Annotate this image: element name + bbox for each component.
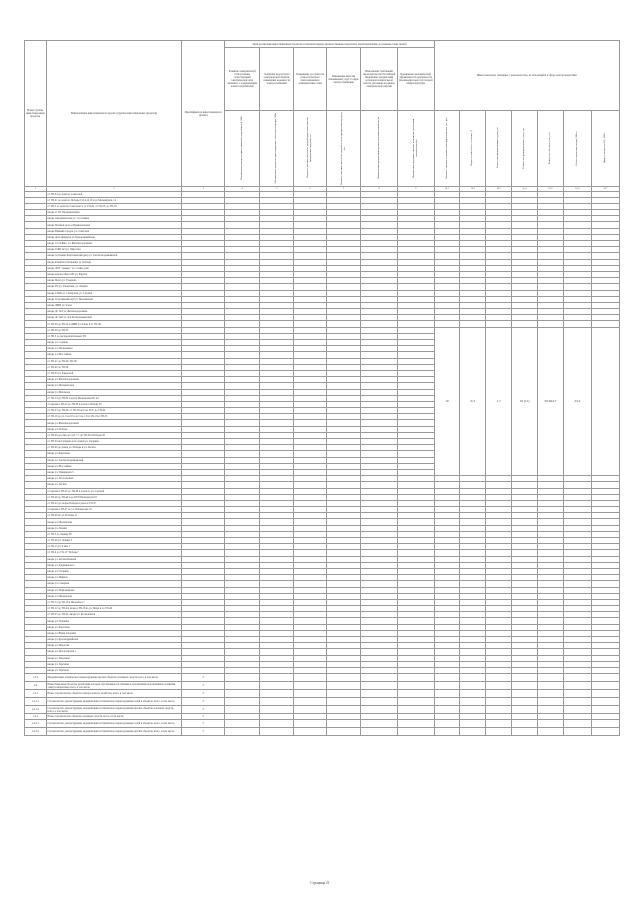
- value-cell: [361, 720, 398, 728]
- project-name-cell: от ТП-26 ул. Ленина 3: [46, 538, 182, 544]
- value-cell: [512, 706, 538, 714]
- value-cell: [512, 698, 538, 706]
- value-cell: [512, 674, 538, 682]
- header-goals-title: Цели реализации инвестиционных проектов в плановом периоде (количественные показатели, характеризующие достижение таких целей): [225, 41, 434, 48]
- value-cell: [591, 728, 619, 736]
- project-name-cell: от ТП-15 ул. 9 мая 1: [46, 544, 182, 550]
- value-cell: [563, 690, 591, 698]
- sub-header-cell: [361, 111, 398, 187]
- value-cell: [225, 682, 259, 690]
- value-cell: [225, 706, 259, 714]
- sub-header-label: Количество функциональных узлов, шт.: [522, 127, 526, 169]
- value-cell: [537, 720, 563, 728]
- value-cell: [361, 728, 398, 736]
- project-name-cell: вводы ул. Садовая: [46, 340, 182, 346]
- value-cell: [434, 720, 460, 728]
- value-cell: [361, 690, 398, 698]
- table-row: [25, 728, 620, 736]
- value-cell: [225, 698, 259, 706]
- project-name-cell: от ТП-46 до ТП-49 и до КТП Пионерской 18: [46, 494, 182, 500]
- value-cell: [591, 690, 619, 698]
- table-body: [25, 187, 620, 736]
- merged-indicator-value: 10: [434, 327, 460, 476]
- project-name-cell: от ТП-26 по ул. Победы 11: [46, 513, 182, 519]
- value-cell: [486, 690, 512, 698]
- value-cell: [486, 720, 512, 728]
- value-cell: [294, 690, 326, 698]
- project-name-cell: вводы диагностика 1002 ул. Фрунзе: [46, 271, 182, 277]
- sub-header-cell: [537, 111, 563, 187]
- header-goal-2: Снижение недоотпуска электрической энергии, повышение надежности электроснабжения: [259, 48, 293, 111]
- value-cell: [563, 674, 591, 682]
- project-id-cell: Г: [182, 690, 225, 698]
- project-name-cell: вводы ул. Лесная: [46, 482, 182, 488]
- value-cell: [512, 690, 538, 698]
- project-name-cell: вводы Южный городок ул. Советская: [46, 228, 182, 234]
- project-name-cell: вводы ул. Автомобильная: [46, 556, 182, 562]
- project-id-cell: Г: [182, 720, 225, 728]
- project-name-cell: от ТП-35 ул. Заводской: [46, 370, 182, 376]
- value-cell: [460, 674, 486, 682]
- project-name-cell: Модернизация, техническое перевооружение прочих объектов основных средств всего, в том числе:: [46, 674, 182, 682]
- value-cell: [397, 720, 434, 728]
- project-name-cell: от ТП-36 до ТП-14 и ДШИ ул. 9 мая, 6 от ТП-48: [46, 321, 182, 327]
- header-group-number: Номер группы инвестиционных проектов: [25, 41, 47, 187]
- value-cell: [326, 728, 360, 736]
- value-cell: [225, 674, 259, 682]
- column-number: 7: [326, 187, 360, 192]
- project-name-cell: вводы ул. Береговая: [46, 624, 182, 630]
- project-name-cell: вводы ул. Пролетарская 1: [46, 649, 182, 655]
- value-cell: [225, 728, 259, 736]
- project-name-cell: Новое строительство объектов электросетевого хозяйства, всего, в том числе:: [46, 690, 182, 698]
- header-goal-5: Выполнение требований законодательства Российской Федерации, предписаний органов исполнительной власти, регламентов рынков электрической энергии: [361, 48, 398, 111]
- value-cell: [460, 706, 486, 714]
- merged-indicator-value: 23,2: [563, 327, 591, 476]
- project-name-cell: Строительство, реконструкция, модернизация и техническое перевооружение прочих объектов, всего, в том числе:: [46, 728, 182, 736]
- group-number-cell: 1.4.1: [25, 690, 47, 698]
- value-cell: [397, 728, 434, 736]
- project-name-cell: от ТП-20 до ТП-33: [46, 327, 182, 333]
- project-name-cell: вводы ул. Мирная: [46, 575, 182, 581]
- project-name-cell: Строительство, реконструкция, модернизация и техническое перевооружение сетей и объектов, всего, в том числе:: [46, 720, 182, 728]
- project-name-cell: вводы ул. Победы: [46, 426, 182, 432]
- project-name-cell: Строительство, реконструкция, модернизация и техническое перевооружение прочих объектов основных средств, всего, в том числе:: [46, 706, 182, 714]
- sub-header-cell: [434, 111, 460, 187]
- project-name-cell: вводы ул. Школьная: [46, 389, 182, 395]
- value-cell: [294, 720, 326, 728]
- investment-table: [24, 40, 620, 736]
- header-goal-3: Повышение доступности технологического присоединения к электрическим сетям: [294, 48, 326, 111]
- project-name-cell: от ТП-34 до дома по Советской: [46, 191, 182, 197]
- project-id-cell: Г: [182, 674, 225, 682]
- sub-header-cell: [460, 111, 486, 187]
- value-cell: [361, 706, 398, 714]
- project-name-cell: вводы ул. Береговая: [46, 451, 182, 457]
- project-name-cell: вводы ул. Тимирязева 5: [46, 469, 182, 475]
- value-cell: [563, 706, 591, 714]
- header-goal-4: Повышение качества оказываемых услуг в сфере электроснабжения: [326, 48, 360, 111]
- sub-header-label: Предписание надзорных органов, исполнение требований законодательства: [411, 118, 418, 178]
- sub-header-cell: [397, 111, 434, 187]
- value-cell: [537, 698, 563, 706]
- value-cell: [326, 682, 360, 690]
- value-cell: [460, 682, 486, 690]
- value-cell: [397, 674, 434, 682]
- sub-header-cell: [486, 111, 512, 187]
- value-cell: [591, 720, 619, 728]
- project-name-cell: вводы ДС №6 ул. Зои Космодемьянской: [46, 315, 182, 321]
- project-name-cell: вводы Развитие и Больница ул. Победы: [46, 259, 182, 265]
- table-row: [25, 690, 620, 698]
- project-name-cell: от ТП-9 до ТП-13 "Победы": [46, 550, 182, 556]
- value-cell: [537, 674, 563, 682]
- value-cell: [397, 682, 434, 690]
- project-name-cell: вводы от ТП Промышленная: [46, 210, 182, 216]
- column-number: 10.3: [486, 187, 512, 192]
- project-id-cell: Г: [182, 706, 225, 714]
- sub-header-cell: [563, 111, 591, 187]
- project-name-cell: вводы ул. Интернатская: [46, 383, 182, 389]
- value-cell: [537, 682, 563, 690]
- project-name-cell: вводы ул. Шоссейная: [46, 463, 182, 469]
- column-number: 10.7: [591, 187, 619, 192]
- project-name-cell: вводы Полевая часть и Привокзальная: [46, 222, 182, 228]
- project-id-cell: Г: [182, 728, 225, 736]
- project-name-cell: вводы ул. Пионерская: [46, 593, 182, 599]
- project-name-cell: вводы ЛПУ "Альянс" ул. Славы дома: [46, 265, 182, 271]
- header-goal-1: Развитие электрической сети/усиление существующей электрической сети, связанное с подключением новых потребителей: [225, 48, 259, 111]
- header-project-name: Наименование инвестиционного проекта (группы инвестиционных проектов): [46, 41, 182, 187]
- value-cell: [512, 720, 538, 728]
- project-name-cell: вводы СЛДК ул. Самарская, ул. Садовая: [46, 290, 182, 296]
- value-cell: [591, 682, 619, 690]
- value-cell: [326, 720, 360, 728]
- table-row: [25, 706, 620, 714]
- sub-header-label: Плановое значение показателя средней частоты прекращения передачи, шт.: [339, 111, 346, 185]
- value-cell: [434, 690, 460, 698]
- value-cell: [294, 698, 326, 706]
- value-cell: [486, 674, 512, 682]
- group-number-cell: 1.4.2: [25, 714, 47, 720]
- value-cell: [259, 706, 293, 714]
- project-name-cell: вводы 12-14 Жил. ул. Железнодорожная: [46, 241, 182, 247]
- project-name-cell: вводы ул. Красноармейская: [46, 637, 182, 643]
- column-number: 3: [182, 187, 225, 192]
- project-name-cell: вводы ДС №3 ул. Железнодорожная: [46, 309, 182, 315]
- sub-header-cell: [326, 111, 360, 187]
- sub-header-cell: [225, 111, 259, 187]
- value-cell: [225, 690, 259, 698]
- project-name-cell: вводы Почта ул. Ульянова: [46, 278, 182, 284]
- project-name-cell: от ТП-23 до ТП-39, от ТП-39 на Сов. 87/1, до ТП-40: [46, 408, 182, 414]
- project-name-cell: от ТП-40 до домов ул. Победы и ул. Лесная: [46, 445, 182, 451]
- column-number: 8: [361, 187, 398, 192]
- sub-header-label: Наименование предписаний органов исполнительной власти: [376, 116, 380, 179]
- header-other-indicators: Иные показатели, связанные с деятельностью, не относящейся к сфере электроэнергетики: [434, 41, 620, 111]
- project-name-cell: от ТП-12 до ТП-2 и далее в ТП-18 по ул. Мира и до ТП-49: [46, 606, 182, 612]
- sub-header-label: Максимальная мощность присоединяемых объектов генерации, МВт: [274, 112, 278, 184]
- column-number: 4: [225, 187, 259, 192]
- project-name-cell: вводы ул. Северная: [46, 581, 182, 587]
- sub-header-label: Индекс технического состояния, %: [470, 130, 474, 166]
- project-id-cell: Г: [182, 714, 225, 720]
- value-cell: [361, 674, 398, 682]
- value-cell: [563, 720, 591, 728]
- project-name-cell: вводы гостиница Карталинский двор ул. Зои Космодемьянской: [46, 253, 182, 259]
- column-number: 10.5: [537, 187, 563, 192]
- column-number: 2: [46, 187, 182, 192]
- value-cell: [486, 706, 512, 714]
- value-cell: [397, 690, 434, 698]
- value-cell: [326, 698, 360, 706]
- value-cell: [361, 682, 398, 690]
- project-name-cell: от ТП-40 до ТП-28: [46, 364, 182, 370]
- value-cell: [259, 698, 293, 706]
- value-cell: [397, 698, 434, 706]
- project-name-cell: вводы ул. Заготовочная: [46, 476, 182, 482]
- column-number: 5: [259, 187, 293, 192]
- project-name-cell: вводы ул. Железнодорожная: [46, 377, 182, 383]
- project-name-cell: от ТП-14 до ТП-30 и далее Мельничная 65, 44: [46, 395, 182, 401]
- group-number-cell: 1.4.1.1: [25, 698, 47, 706]
- value-cell: [259, 690, 293, 698]
- merged-indicator-value: 0,3: [460, 327, 486, 476]
- project-name-cell: вводы Академическая ул. 5 и сетевые: [46, 216, 182, 222]
- value-cell: [460, 690, 486, 698]
- group-number-cell: 1.3.4: [25, 674, 47, 682]
- value-cell: [225, 720, 259, 728]
- value-cell: [563, 698, 591, 706]
- project-name-cell: вводы ул. Железнодорожная: [46, 420, 182, 426]
- value-cell: [434, 698, 460, 706]
- project-name-cell: вводы ул. Гагарина: [46, 568, 182, 574]
- sub-header-cell: [259, 111, 293, 187]
- project-name-cell: вводы ул. Юрия Гагарина: [46, 630, 182, 636]
- header-goal-6: Повышение экономической эффективности деятельности (производительности) сетевой инфраструктуры: [397, 48, 434, 111]
- value-cell: [434, 706, 460, 714]
- project-name-cell: от ТП-22 до опоры Победы и далее к ТП-37: [46, 500, 182, 506]
- sub-header-label: Плановое значение показателя средней продолжительности прекращения передачи, час: [306, 117, 313, 179]
- project-id-cell: Г: [182, 698, 225, 706]
- project-name-cell: вводы ул. Заводская: [46, 655, 182, 661]
- header-project-id: Идентификатор инвестиционного проекта: [182, 41, 225, 187]
- project-name-cell: вводы ул. Пионерская: [46, 519, 182, 525]
- value-cell: [537, 690, 563, 698]
- table-header: [25, 41, 620, 187]
- project-name-cell: вводы ул. Заречная: [46, 661, 182, 667]
- value-cell: [294, 706, 326, 714]
- value-cell: [460, 728, 486, 736]
- project-name-cell: от ТП-12 до ТП-18 в Железная 17: [46, 599, 182, 605]
- group-number-cell: 1.4.2.2: [25, 728, 47, 736]
- group-number-cell: 1.4: [25, 682, 47, 690]
- group-number-cell: 1.4.1.2: [25, 706, 47, 714]
- project-name-cell: от ТП-25 до ТП-24, вводы ул. Космонавтов: [46, 612, 182, 618]
- project-name-cell: Строительство, реконструкция, модернизация и техническое перевооружение сетей и объектов, всего, в том числе:: [46, 698, 182, 706]
- merged-indicator-value: 56 664,7: [537, 327, 563, 476]
- value-cell: [537, 728, 563, 736]
- value-cell: [326, 690, 360, 698]
- merged-indicator-value: 1,7: [486, 327, 512, 476]
- project-name-cell: от врезки в ТП-45 до ТП-48 и далее по ул. Садовой: [46, 488, 182, 494]
- project-name-cell: от врезки к ТП-37 по ул. Пионерская 18: [46, 507, 182, 513]
- project-name-cell: вводы ДШИ ул. 9 мая: [46, 302, 182, 308]
- sub-header-label: Количество функциональных групп, шт.: [496, 127, 500, 169]
- project-name-cell: вводы ул. Мельничная: [46, 346, 182, 352]
- value-cell: [537, 706, 563, 714]
- value-cell: [326, 674, 360, 682]
- value-cell: [460, 720, 486, 728]
- project-name-cell: вводы ул. Пирогова: [46, 643, 182, 649]
- value-cell: [486, 728, 512, 736]
- project-name-cell: вводы Дом офицеров ул. Красноармейская: [46, 234, 182, 240]
- page-number: Страница 21: [310, 881, 330, 885]
- project-name-cell: вводы СОШ №3 ул. Пирогова: [46, 247, 182, 253]
- merged-indicator-value: [591, 327, 619, 476]
- project-name-cell: вводы ТЦ ул. Ульяновая, ул. Ленина: [46, 284, 182, 290]
- column-number: 10.2: [460, 187, 486, 192]
- column-number: 6: [294, 187, 326, 192]
- value-cell: [591, 706, 619, 714]
- value-cell: [512, 728, 538, 736]
- value-cell: [361, 698, 398, 706]
- project-name-cell: вводы ул. Пушкина: [46, 618, 182, 624]
- project-name-cell: от ТП-21 до ТП-29, ТП-38: [46, 358, 182, 364]
- sub-header-label: Количество объектов учета, шт.: [547, 131, 551, 165]
- project-name-cell: Новое строительство объектов основных средств, всего, в том числе:: [46, 714, 182, 720]
- sub-header-label: Плановое значение экономической эффективности, тыс. руб.: [444, 116, 448, 179]
- value-cell: [259, 682, 293, 690]
- value-cell: [591, 674, 619, 682]
- value-cell: [512, 682, 538, 690]
- column-number: 10.1: [434, 187, 460, 192]
- project-id-cell: Г: [182, 682, 225, 690]
- value-cell: [326, 706, 360, 714]
- sub-header-cell: [591, 111, 619, 187]
- column-number: 9: [397, 187, 434, 192]
- project-name-cell: от ТП-5 до дома по Советская 3, от ТП-22, от ТП-23, до ТП-35: [46, 203, 182, 209]
- value-cell: [259, 720, 293, 728]
- project-name-cell: вводы Спортивный клуб ул. Мельничная: [46, 296, 182, 302]
- value-cell: [563, 728, 591, 736]
- column-number: 10.6: [563, 187, 591, 192]
- project-name-cell: от ТП-5 до Ленина 65: [46, 531, 182, 537]
- project-name-cell: вводы ул. Шоссейная: [46, 352, 182, 358]
- column-number: 10.4: [512, 187, 538, 192]
- project-name-cell: вводы ул. Первомайская: [46, 587, 182, 593]
- value-cell: [434, 728, 460, 736]
- project-name-cell: от ТП-5 до распределительных ТП: [46, 333, 182, 339]
- value-cell: [434, 674, 460, 682]
- project-name-cell: от ТП-19 до ул. Сов 10 и до Сов. 13 по ТП-19 и ТП-35: [46, 414, 182, 420]
- value-cell: [397, 706, 434, 714]
- sub-header-cell: [294, 111, 326, 187]
- value-cell: [294, 682, 326, 690]
- value-cell: [563, 682, 591, 690]
- merged-indicator-value: 10 (11): [512, 327, 538, 476]
- sub-header-label: Максимальная мощность присоединяемых потребителей, МВт: [239, 115, 243, 181]
- table-row: [25, 720, 620, 728]
- project-name-cell: вводы ул. Заречная: [46, 667, 182, 673]
- sub-header-label: Объем сокращения потерь, МВт·ч: [574, 130, 578, 166]
- project-name-cell: вводы ул. Ленина: [46, 525, 182, 531]
- table-row: [25, 674, 620, 682]
- project-name-cell: от врезки в ТП-22 до ТП-28 и далее к Победы 50: [46, 401, 182, 407]
- value-cell: [294, 728, 326, 736]
- sub-header-label: Прирост мощности ПС, МВА: [603, 132, 606, 164]
- project-name-cell: от ТП-29 до улиц до Сов 7-7, до ТП-28 и Победы 20: [46, 432, 182, 438]
- value-cell: [486, 682, 512, 690]
- table-row: [25, 698, 620, 706]
- value-cell: [259, 728, 293, 736]
- sub-header-cell: [512, 111, 538, 187]
- table-row: [25, 682, 620, 690]
- project-name-cell: Инвестиционные проекты, реализация которых обуславливается схемами и программами перспективного развития электроэнергетики, всего, в том числе:: [46, 682, 182, 690]
- value-cell: [460, 698, 486, 706]
- value-cell: [434, 682, 460, 690]
- project-name-cell: вводы ул. Зои Космодемьянской: [46, 457, 182, 463]
- column-number: 1: [25, 187, 47, 192]
- value-cell: [486, 698, 512, 706]
- project-name-cell: вводы ул. Дзержинского: [46, 562, 182, 568]
- value-cell: [591, 698, 619, 706]
- value-cell: [259, 674, 293, 682]
- value-cell: [294, 674, 326, 682]
- project-name-cell: от ТП-21 до дома по Победы 15,14,12,10 и до Мельничная, 14: [46, 197, 182, 203]
- project-name-cell: от ТП-30 на Гагарина и по домам ул. Гагарина: [46, 439, 182, 445]
- group-number-cell: 1.4.2.1: [25, 720, 47, 728]
